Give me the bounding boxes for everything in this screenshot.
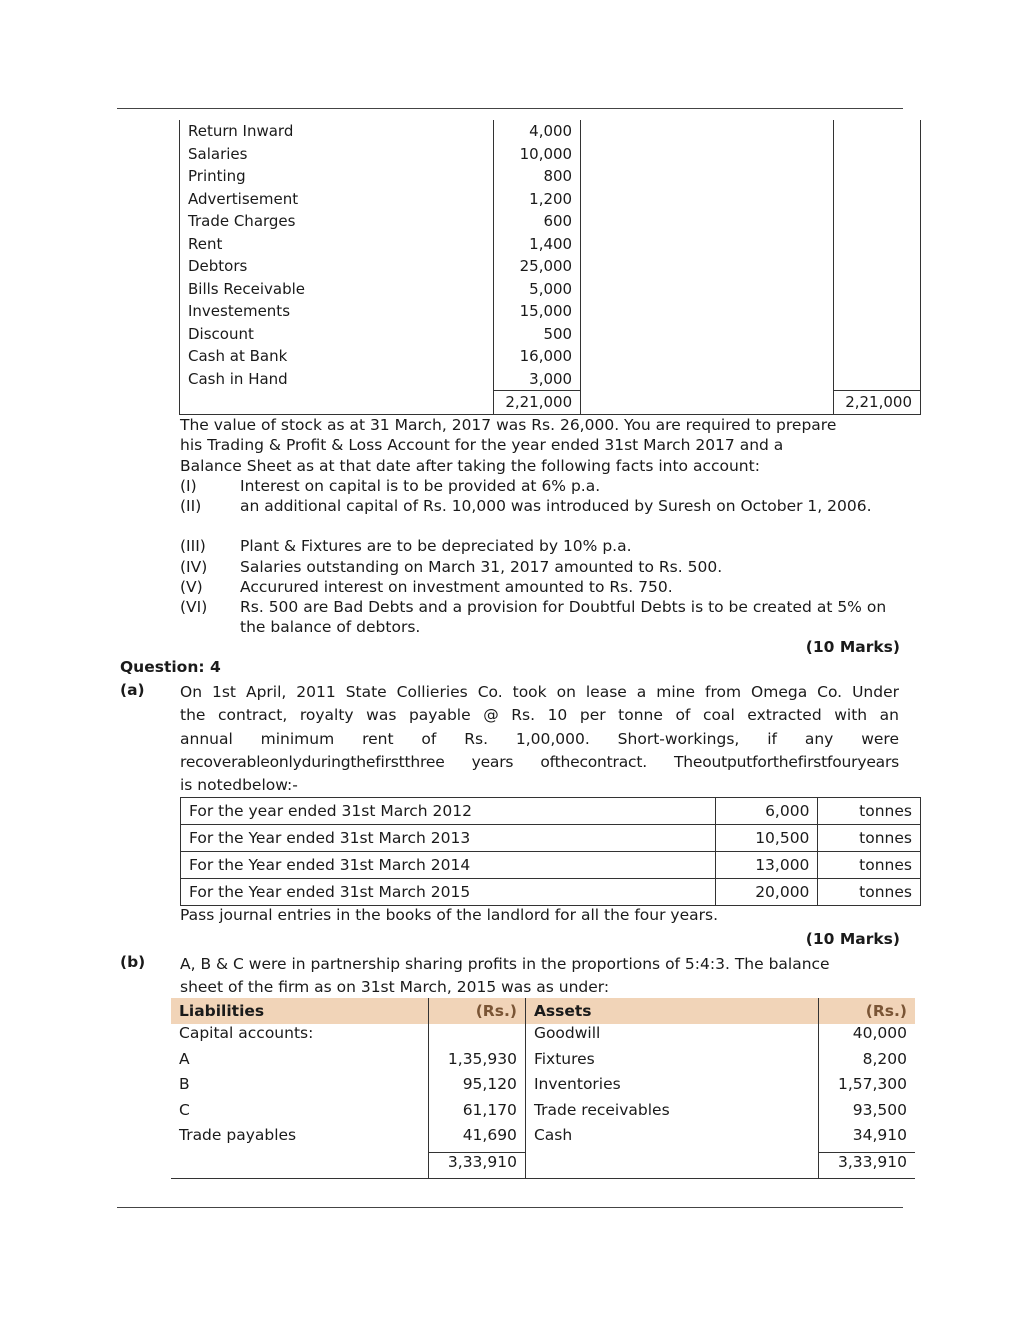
balance-sheet-row	[171, 1024, 915, 1050]
liability-amount	[428, 1024, 525, 1050]
part-a-line: recoverableonlyduringthefirstthree years ofthecontract. Theoutputforthefirstfouryears	[180, 752, 899, 771]
output-period: For the year ended 31st March 2012	[181, 798, 716, 825]
total-credit: 2,21,000	[834, 391, 921, 415]
output-quantity: 6,000	[715, 798, 818, 825]
credit-amount	[834, 210, 921, 233]
balance-sheet-row	[171, 1126, 915, 1152]
balance-sheet-row	[171, 1101, 915, 1127]
debit-amount: 1,400	[494, 233, 581, 256]
bottom-rule	[117, 1207, 903, 1208]
adjustment-item: (I) Interest on capital is to be provided at 6% p.a.	[180, 477, 601, 495]
debit-amount: 15,000	[494, 300, 581, 323]
debit-amount: 5,000	[494, 278, 581, 301]
trial-balance-row	[180, 368, 921, 391]
asset-item: Goodwill	[533, 1024, 601, 1042]
asset-item: Fixtures	[533, 1049, 595, 1068]
credit-item	[581, 300, 834, 323]
part-b-label: (b)	[120, 953, 146, 971]
adjustment-item: (II) an additional capital of Rs. 10,000 was introduced by Suresh on October 1, 2006.	[180, 497, 872, 515]
credit-item	[581, 165, 834, 188]
output-row	[181, 852, 921, 879]
ledger-item: Debtors	[180, 255, 494, 278]
ledger-item: Salaries	[180, 143, 494, 166]
ledger-item: Cash at Bank	[180, 345, 494, 368]
part-a-label: (a)	[120, 681, 145, 699]
liability-item: B	[179, 1075, 190, 1093]
debit-amount: 10,000	[494, 143, 581, 166]
adjustment-item: (III) Plant & Fixtures are to be depreciated by 10% p.a.	[180, 537, 632, 555]
part-a-line: is notedbelow:-	[180, 776, 298, 795]
liability-amount: 95,120	[428, 1075, 525, 1101]
credit-item	[581, 210, 834, 233]
credit-item	[581, 278, 834, 301]
total-liabilities: 3,33,910	[428, 1152, 525, 1179]
credit-item	[581, 255, 834, 278]
part-a-line: On 1st April, 2011 State Collieries Co. took on lease a mine from Omega Co. Under	[180, 683, 899, 701]
q3-intro-line: Balance Sheet as at that date after taking the following facts into account:	[180, 456, 760, 475]
asset-amount: 34,910	[818, 1126, 915, 1152]
credit-amount	[834, 368, 921, 391]
adjustment-item: (VI) Rs. 500 are Bad Debts and a provision for Doubtful Debts is to be created at 5% on the balance of debtors.	[180, 598, 887, 637]
credit-item	[581, 368, 834, 391]
output-quantity: 10,500	[715, 825, 818, 852]
asset-item: Inventories	[533, 1075, 621, 1093]
output-unit: tonnes	[818, 825, 921, 852]
debit-amount: 4,000	[494, 120, 581, 143]
credit-amount	[834, 323, 921, 346]
adjustment-item: (IV) Salaries outstanding on March 31, 2017 amounted to Rs. 500.	[180, 558, 723, 576]
credit-amount	[834, 255, 921, 278]
assets-unit-header: (Rs.)	[818, 998, 915, 1024]
liabilities-unit-header: (Rs.)	[428, 998, 525, 1024]
part-a-instruction: Pass journal entries in the books of the landlord for all the four years.	[180, 906, 718, 924]
ledger-item: Advertisement	[180, 188, 494, 211]
credit-item	[581, 233, 834, 256]
ledger-item: Rent	[180, 233, 494, 256]
ledger-item: Printing	[180, 165, 494, 188]
ledger-item: Discount	[180, 323, 494, 346]
credit-item	[581, 323, 834, 346]
ledger-item: Cash in Hand	[180, 368, 494, 391]
assets-header: Assets	[525, 998, 818, 1024]
part-b-line: sheet of the firm as on 31st March, 2015 was as under:	[180, 977, 610, 996]
trial-balance-row	[180, 323, 921, 346]
total-assets: 3,33,910	[818, 1152, 915, 1179]
balance-sheet-total-row	[171, 1152, 915, 1179]
credit-amount	[834, 278, 921, 301]
asset-amount: 1,57,300	[818, 1075, 915, 1101]
balance-sheet-table	[171, 998, 915, 1179]
trial-balance-row	[180, 278, 921, 301]
trial-balance-row	[180, 210, 921, 233]
part-a-marks: (10 Marks)	[805, 930, 900, 948]
liability-amount: 41,690	[428, 1126, 525, 1152]
output-unit: tonnes	[818, 798, 921, 825]
q3-intro	[180, 415, 910, 476]
ledger-item: Return Inward	[180, 120, 494, 143]
trial-balance-table	[179, 120, 921, 415]
part-b-text	[180, 953, 899, 998]
adjustment-item: (V) Accurured interest on investment amounted to Rs. 750.	[180, 578, 673, 596]
debit-amount: 16,000	[494, 345, 581, 368]
ledger-item: Investements	[180, 300, 494, 323]
q3-intro-line: his Trading & Profit & Loss Account for the year ended 31st March 2017 and a	[180, 436, 784, 455]
output-period: For the Year ended 31st March 2013	[181, 825, 716, 852]
output-row	[181, 825, 921, 852]
trial-balance-row	[180, 233, 921, 256]
balance-sheet-header	[171, 998, 915, 1024]
credit-item	[581, 143, 834, 166]
trial-balance-row	[180, 255, 921, 278]
balance-sheet-row	[171, 1050, 915, 1076]
credit-amount	[834, 300, 921, 323]
balance-sheet-row	[171, 1075, 915, 1101]
trial-balance-row	[180, 188, 921, 211]
credit-amount	[834, 120, 921, 143]
coal-output-table	[180, 797, 921, 906]
trial-balance-row	[180, 300, 921, 323]
output-period: For the Year ended 31st March 2015	[181, 879, 716, 906]
liabilities-header: Liabilities	[171, 998, 428, 1024]
credit-amount	[834, 143, 921, 166]
asset-amount: 8,200	[818, 1050, 915, 1076]
part-b-line: A, B & C were in partnership sharing profits in the proportions of 5:4:3. The balance	[180, 955, 830, 973]
credit-amount	[834, 165, 921, 188]
part-a-text	[180, 681, 899, 797]
debit-amount: 600	[494, 210, 581, 233]
debit-amount: 500	[494, 323, 581, 346]
debit-amount: 800	[494, 165, 581, 188]
asset-item: Trade receivables	[533, 1100, 670, 1119]
debit-amount: 3,000	[494, 368, 581, 391]
trial-balance-total-row	[180, 391, 921, 415]
debit-amount: 1,200	[494, 188, 581, 211]
trial-balance-row	[180, 143, 921, 166]
credit-item	[581, 345, 834, 368]
output-row	[181, 879, 921, 906]
total-debit: 2,21,000	[494, 391, 581, 415]
ledger-item: Trade Charges	[180, 210, 494, 233]
trial-balance-row	[180, 120, 921, 143]
top-rule	[117, 108, 903, 109]
question-heading: Question: 4	[120, 658, 221, 676]
debit-amount: 25,000	[494, 255, 581, 278]
asset-amount: 93,500	[818, 1101, 915, 1127]
q3-intro-line: The value of stock as at 31 March, 2017 was Rs. 26,000. You are required to prepare	[180, 416, 837, 434]
output-quantity: 13,000	[715, 852, 818, 879]
credit-item	[581, 120, 834, 143]
trial-balance-row	[180, 345, 921, 368]
output-row	[181, 798, 921, 825]
output-period: For the Year ended 31st March 2014	[181, 852, 716, 879]
q3-marks: (10 Marks)	[805, 638, 900, 656]
output-quantity: 20,000	[715, 879, 818, 906]
liability-item: Capital accounts:	[179, 1024, 314, 1042]
asset-item: Cash	[533, 1126, 573, 1144]
part-a-line: the contract, royalty was payable @ Rs. 10 per tonne of coal extracted with an	[180, 706, 899, 725]
output-unit: tonnes	[818, 852, 921, 879]
output-unit: tonnes	[818, 879, 921, 906]
trial-balance-row	[180, 165, 921, 188]
credit-amount	[834, 188, 921, 211]
ledger-item: Bills Receivable	[180, 278, 494, 301]
liability-item: Trade payables	[179, 1126, 297, 1144]
credit-amount	[834, 233, 921, 256]
liability-amount: 1,35,930	[428, 1050, 525, 1076]
credit-amount	[834, 345, 921, 368]
liability-amount: 61,170	[428, 1101, 525, 1127]
liability-item: A	[179, 1049, 190, 1068]
asset-amount: 40,000	[818, 1024, 915, 1050]
credit-item	[581, 188, 834, 211]
part-a-line: annual minimum rent of Rs. 1,00,000. Short-workings, if any were	[180, 729, 899, 748]
liability-item: C	[179, 1100, 190, 1119]
